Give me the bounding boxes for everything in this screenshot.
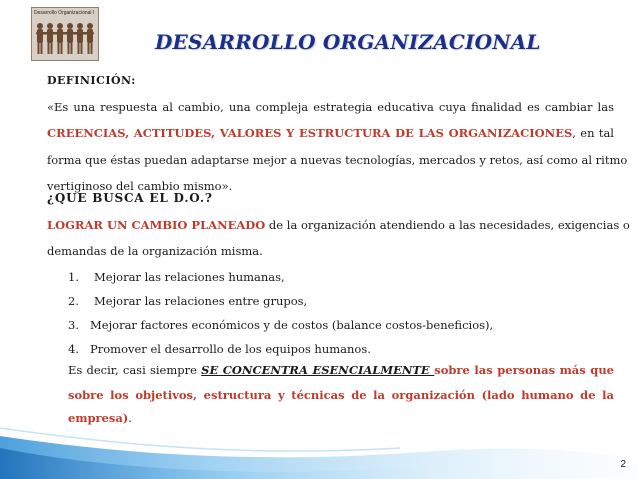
conclusion-emphasis: SE CONCENTRA ESENCIALMENTE (201, 363, 435, 377)
conclusion-period: . (128, 411, 132, 425)
list-item-number: 1. (68, 270, 79, 284)
conclusion-highlight-1: sobre las personas más que (434, 363, 614, 377)
list-item-number: 2. (68, 294, 79, 308)
list-item (68, 318, 493, 332)
list-item-number: 3. (68, 318, 79, 332)
conclusion-highlight-3: empresa) (68, 411, 129, 425)
page-number: 2 (620, 459, 626, 470)
list-item-text: Mejorar las relaciones humanas, (94, 270, 285, 284)
list-item-number: 4. (68, 342, 79, 356)
page-title: DESARROLLO ORGANIZACIONAL (155, 30, 541, 54)
definition-line-4: vertiginoso del cambio mismo». (47, 179, 233, 193)
list-item (68, 270, 285, 284)
logo-text: Desarrollo Organizacional I (34, 10, 95, 16)
conclusion-line-2: sobre los objetivos, estructura y técnicas de la organización (lado humano de la (68, 388, 614, 402)
definition-line-2-rest: , en tal (572, 126, 614, 140)
definition-line-3: forma que éstas puedan adaptarse mejor a nuevas tecnologías, mercados y retos, así como al ritmo (47, 153, 628, 167)
list-item-text: Mejorar las relaciones entre grupos, (94, 294, 308, 308)
section-question: ¿QUE BUSCA EL D.O.? (47, 191, 213, 205)
list-item-text: Mejorar factores económicos y de costos (balance costos-beneficios), (90, 318, 494, 332)
goal-highlight: LOGRAR UN CAMBIO PLANEADO (47, 218, 266, 232)
goal-line-2: demandas de la organización misma. (47, 244, 263, 258)
definition-line-2 (47, 126, 614, 140)
logo-image (31, 7, 99, 61)
goal-line-1-rest: de la organización atendiendo a las necesidades, exigencias o (265, 218, 630, 232)
list-item (68, 294, 307, 308)
definition-line-1: «Es una respuesta al cambio, una compleja estrategia educativa cuya finalidad es cambiar las (47, 100, 614, 114)
conclusion-line-1 (68, 363, 614, 377)
definition-highlight: CREENCIAS, ACTITUDES, VALORES Y ESTRUCTURA DE LAS ORGANIZACIONES (47, 126, 573, 140)
list-item-text: Promover el desarrollo de los equipos humanos. (90, 342, 371, 356)
conclusion-intro: Es decir, casi siempre (68, 363, 202, 377)
footer-swoosh-decoration (0, 418, 638, 479)
list-item (68, 342, 371, 356)
people-chain-icon (34, 18, 98, 60)
goal-line-1 (47, 218, 630, 232)
definition-label: DEFINICIÓN: (47, 74, 136, 87)
